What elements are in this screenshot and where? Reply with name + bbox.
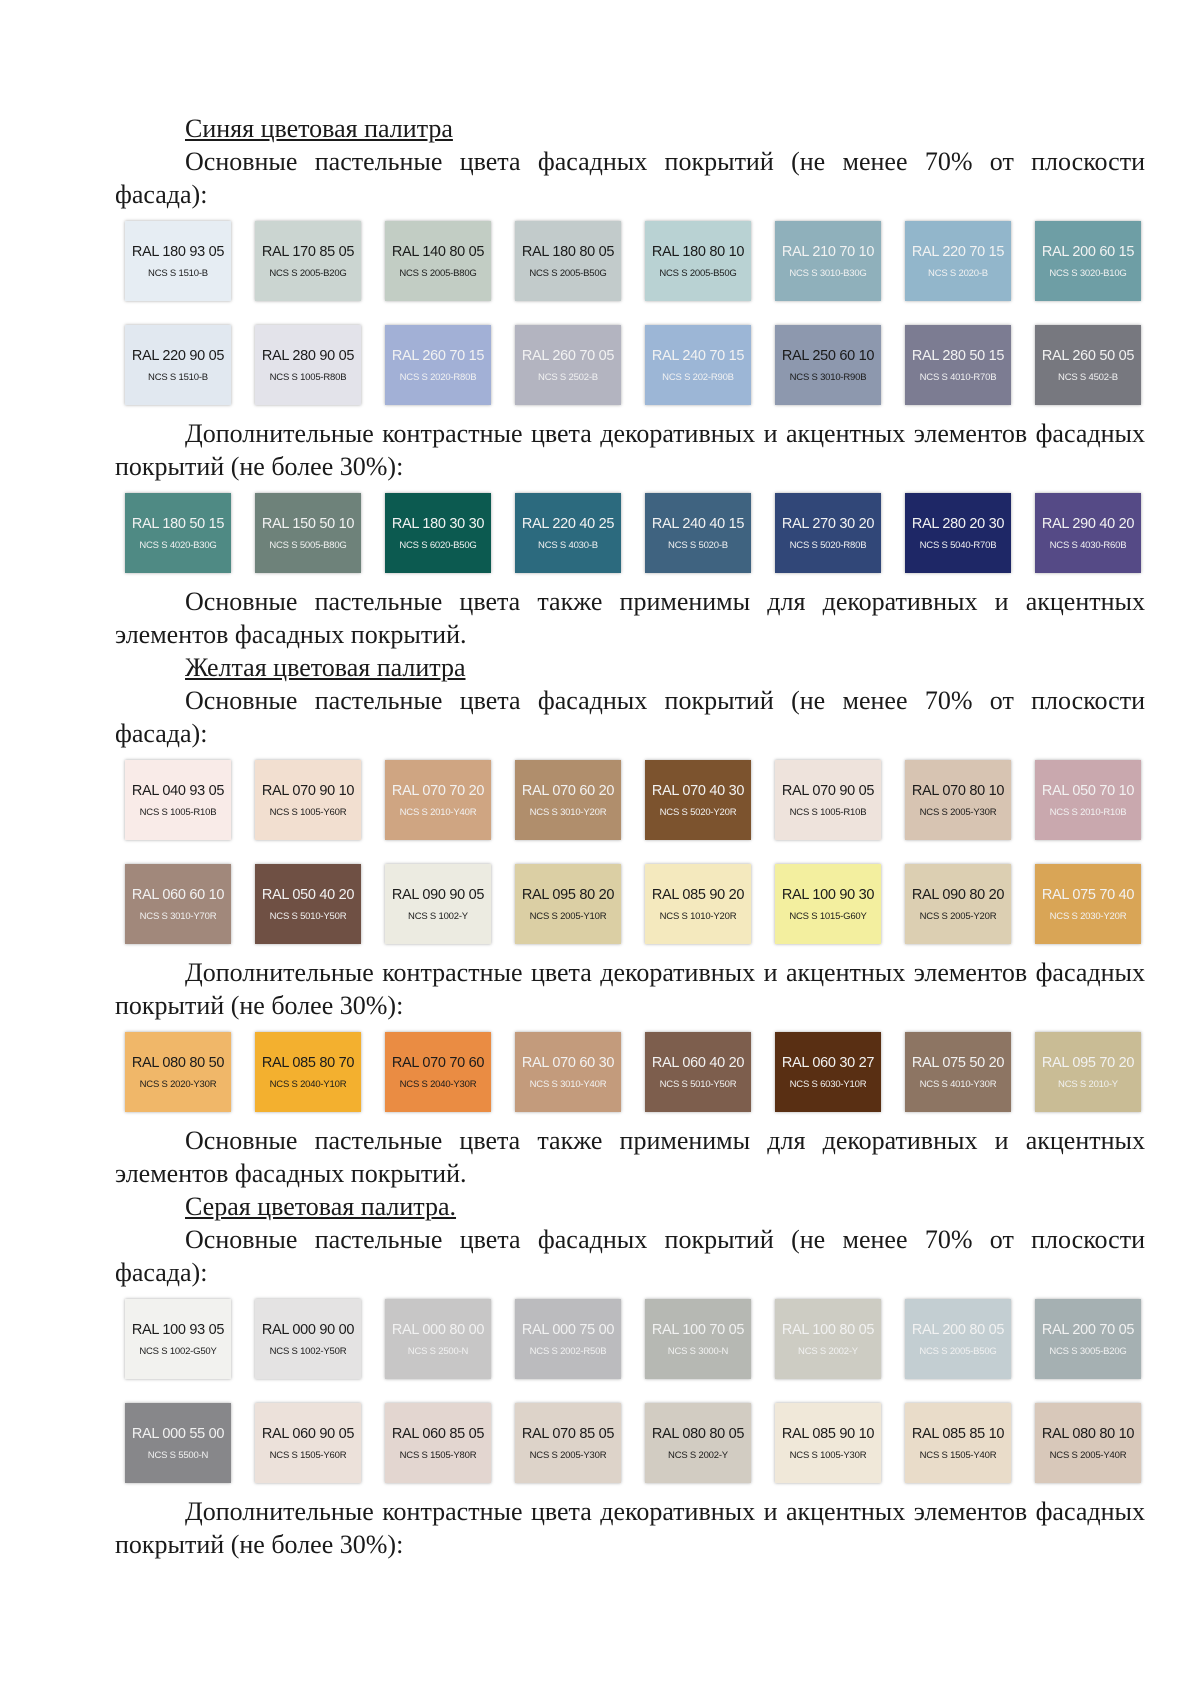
ral-code: RAL 180 50 15 [131,515,225,532]
ral-code: RAL 170 85 05 [261,243,355,260]
color-swatch [515,493,621,573]
ral-code: RAL 000 80 00 [391,1321,485,1338]
ncs-code: NCS S 4010-Y30R [919,1078,997,1090]
ral-code: RAL 280 90 05 [261,347,355,364]
ncs-code: NCS S 2040-Y10R [269,1078,347,1090]
ncs-code: NCS S 2005-Y30R [919,806,997,818]
color-swatch [385,760,491,840]
section-heading: Серая цветовая палитра. [185,1192,457,1221]
ncs-code: NCS S 2010-Y40R [399,806,477,818]
closing-text: Основные пастельные цвета также применимы для декоративных и акцентных элементов фасадных покрытий. [115,587,1145,649]
color-swatch [905,221,1011,301]
color-swatch [645,221,751,301]
ncs-code: NCS S 1505-Y80R [399,1449,477,1461]
ral-code: RAL 075 70 40 [1041,886,1135,903]
ncs-code: NCS S 2005-B50G [659,267,737,279]
ncs-code: NCS S 5020-R80B [789,539,867,551]
ncs-code: NCS S 1005-R10B [139,806,217,818]
ncs-code: NCS S 4010-R70B [919,371,997,383]
color-swatch [385,325,491,405]
color-swatch [515,1299,621,1379]
ncs-code: NCS S 4020-B30G [139,539,217,551]
color-swatch [645,1032,751,1112]
color-swatch [255,325,361,405]
ncs-code: NCS S 202-R90B [662,371,734,383]
color-swatch [255,864,361,944]
main-swatch-grid [125,760,1145,944]
ncs-code: NCS S 5005-B80G [269,539,347,551]
ncs-code: NCS S 3010-Y70R [139,910,217,922]
ral-code: RAL 060 90 05 [261,1425,355,1442]
color-swatch [905,864,1011,944]
color-swatch [125,1032,231,1112]
ral-code: RAL 070 40 30 [651,782,745,799]
ral-code: RAL 140 80 05 [391,243,485,260]
color-swatch [515,1403,621,1483]
color-swatch [645,325,751,405]
ral-code: RAL 070 70 20 [391,782,485,799]
ncs-code: NCS S 3020-B10G [1049,267,1127,279]
ral-code: RAL 095 80 20 [521,886,615,903]
ncs-code: NCS S 1010-Y20R [659,910,737,922]
color-swatch [515,325,621,405]
ral-code: RAL 260 70 15 [391,347,485,364]
color-swatch [905,1032,1011,1112]
ral-code: RAL 200 60 15 [1041,243,1135,260]
ncs-code: NCS S 2002-R50B [529,1345,607,1357]
ral-code: RAL 180 80 10 [651,243,745,260]
ral-code: RAL 270 30 20 [781,515,875,532]
ral-code: RAL 200 70 05 [1041,1321,1135,1338]
ncs-code: NCS S 2502-B [538,371,598,383]
main-colors-text: Основные пастельные цвета фасадных покрытий (не менее 70% от плоскости фасада): [115,1225,1145,1287]
ral-code: RAL 070 80 10 [911,782,1005,799]
color-swatch [645,864,751,944]
ncs-code: NCS S 1005-Y30R [789,1449,867,1461]
ncs-code: NCS S 2010-Y [1058,1078,1118,1090]
ral-code: RAL 000 90 00 [261,1321,355,1338]
ncs-code: NCS S 4030-B [538,539,598,551]
ral-code: RAL 100 90 30 [781,886,875,903]
ral-code: RAL 100 93 05 [131,1321,225,1338]
color-swatch [1035,1032,1141,1112]
ncs-code: NCS S 3005-B20G [1049,1345,1127,1357]
ral-code: RAL 180 80 05 [521,243,615,260]
ral-code: RAL 280 20 30 [911,515,1005,532]
color-swatch [515,864,621,944]
color-swatch [385,864,491,944]
color-swatch [255,493,361,573]
ral-code: RAL 085 90 20 [651,886,745,903]
color-swatch [1035,1299,1141,1379]
color-swatch [1035,221,1141,301]
accent-colors-text: Дополнительные контрастные цвета декоративных и акцентных элементов фасадных покрытий (не более 30%): [115,1497,1145,1559]
color-swatch [775,221,881,301]
ral-code: RAL 090 90 05 [391,886,485,903]
ral-code: RAL 210 70 10 [781,243,875,260]
color-swatch [515,760,621,840]
color-swatch [645,760,751,840]
color-swatch [775,864,881,944]
ral-code: RAL 075 50 20 [911,1054,1005,1071]
ral-code: RAL 060 60 10 [131,886,225,903]
ral-code: RAL 085 85 10 [911,1425,1005,1442]
ncs-code: NCS S 4502-B [1058,371,1118,383]
ncs-code: NCS S 1002-G50Y [139,1345,217,1357]
color-swatch [255,1032,361,1112]
ral-code: RAL 040 93 05 [131,782,225,799]
ral-code: RAL 085 80 70 [261,1054,355,1071]
ral-code: RAL 070 85 05 [521,1425,615,1442]
color-swatch [125,493,231,573]
color-swatch [1035,1403,1141,1483]
ral-code: RAL 180 93 05 [131,243,225,260]
main-colors-text: Основные пастельные цвета фасадных покрытий (не менее 70% от плоскости фасада): [115,147,1145,209]
color-swatch [1035,760,1141,840]
ncs-code: NCS S 1510-B [148,371,208,383]
color-swatch [905,325,1011,405]
ncs-code: NCS S 1005-R80B [269,371,347,383]
ncs-code: NCS S 5020-B [668,539,728,551]
closing-text: Основные пастельные цвета также применимы для декоративных и акцентных элементов фасадных покрытий. [115,1126,1145,1188]
ral-code: RAL 060 40 20 [651,1054,745,1071]
ncs-code: NCS S 4030-R60B [1049,539,1127,551]
color-swatch [125,1299,231,1379]
main-colors-text: Основные пастельные цвета фасадных покрытий (не менее 70% от плоскости фасада): [115,686,1145,748]
color-swatch [385,493,491,573]
ncs-code: NCS S 2005-Y40R [1049,1449,1127,1461]
ral-code: RAL 000 75 00 [521,1321,615,1338]
accent-swatch-grid [125,1032,1145,1112]
color-swatch [125,864,231,944]
ncs-code: NCS S 2005-B20G [269,267,347,279]
ral-code: RAL 085 90 10 [781,1425,875,1442]
ncs-code: NCS S 2005-Y30R [529,1449,607,1461]
ral-code: RAL 100 70 05 [651,1321,745,1338]
ral-code: RAL 060 85 05 [391,1425,485,1442]
color-swatch [385,1299,491,1379]
ncs-code: NCS S 2005-Y10R [529,910,607,922]
color-swatch [1035,325,1141,405]
ral-code: RAL 220 70 15 [911,243,1005,260]
ncs-code: NCS S 5040-R70B [919,539,997,551]
color-swatch [255,760,361,840]
ncs-code: NCS S 2002-Y [668,1449,728,1461]
color-swatch [255,221,361,301]
ncs-code: NCS S 2040-Y30R [399,1078,477,1090]
ral-code: RAL 240 40 15 [651,515,745,532]
ral-code: RAL 220 40 25 [521,515,615,532]
ncs-code: NCS S 6030-Y10R [789,1078,867,1090]
ncs-code: NCS S 1005-R10B [789,806,867,818]
ncs-code: NCS S 3010-B30G [789,267,867,279]
ncs-code: NCS S 2005-B80G [399,267,477,279]
ncs-code: NCS S 2010-R10B [1049,806,1127,818]
main-swatch-grid [125,1299,1145,1483]
ral-code: RAL 100 80 05 [781,1321,875,1338]
ral-code: RAL 280 50 15 [911,347,1005,364]
ncs-code: NCS S 2005-B50G [919,1345,997,1357]
color-swatch [775,1032,881,1112]
ncs-code: NCS S 5010-Y50R [269,910,347,922]
ncs-code: NCS S 3000-N [667,1345,729,1357]
ncs-code: NCS S 2020-B [928,267,988,279]
color-swatch [125,1403,231,1483]
ncs-code: NCS S 3010-Y20R [529,806,607,818]
ncs-code: NCS S 2020-Y30R [139,1078,217,1090]
ncs-code: NCS S 3010-Y40R [529,1078,607,1090]
ral-code: RAL 290 40 20 [1041,515,1135,532]
ncs-code: NCS S 2020-R80B [399,371,477,383]
ral-code: RAL 080 80 50 [131,1054,225,1071]
ncs-code: NCS S 1510-B [148,267,208,279]
color-swatch [905,760,1011,840]
ncs-code: NCS S 6020-B50G [399,539,477,551]
section-heading: Желтая цветовая палитра [185,653,466,682]
ncs-code: NCS S 2002-Y [798,1345,858,1357]
color-swatch [515,221,621,301]
ral-code: RAL 080 80 10 [1041,1425,1135,1442]
color-swatch [255,1403,361,1483]
color-swatch [125,221,231,301]
ncs-code: NCS S 1002-Y50R [269,1345,347,1357]
ral-code: RAL 150 50 10 [261,515,355,532]
ral-code: RAL 200 80 05 [911,1321,1005,1338]
ral-code: RAL 250 60 10 [781,347,875,364]
ral-code: RAL 260 70 05 [521,347,615,364]
ral-code: RAL 090 80 20 [911,886,1005,903]
ncs-code: NCS S 5500-N [147,1449,209,1461]
ncs-code: NCS S 1505-Y60R [269,1449,347,1461]
ncs-code: NCS S 1505-Y40R [919,1449,997,1461]
color-swatch [905,1403,1011,1483]
color-swatch [645,1299,751,1379]
color-swatch [515,1032,621,1112]
ral-code: RAL 095 70 20 [1041,1054,1135,1071]
ral-code: RAL 260 50 05 [1041,347,1135,364]
ral-code: RAL 080 80 05 [651,1425,745,1442]
ral-code: RAL 070 60 20 [521,782,615,799]
ral-code: RAL 220 90 05 [131,347,225,364]
color-swatch [775,1299,881,1379]
color-swatch [775,493,881,573]
document-page [115,112,1145,1561]
color-swatch [125,760,231,840]
ncs-code: NCS S 1005-Y60R [269,806,347,818]
ncs-code: NCS S 2500-N [407,1345,469,1357]
ncs-code: NCS S 5020-Y20R [659,806,737,818]
color-swatch [385,1403,491,1483]
accent-colors-text: Дополнительные контрастные цвета декоративных и акцентных элементов фасадных покрытий (не более 30%): [115,419,1145,481]
color-swatch [645,1403,751,1483]
accent-colors-text: Дополнительные контрастные цвета декоративных и акцентных элементов фасадных покрытий (не более 30%): [115,958,1145,1020]
ral-code: RAL 240 70 15 [651,347,745,364]
ral-code: RAL 000 55 00 [131,1425,225,1442]
color-swatch [905,493,1011,573]
ral-code: RAL 060 30 27 [781,1054,875,1071]
ncs-code: NCS S 3010-R90B [789,371,867,383]
ncs-code: NCS S 2005-Y20R [919,910,997,922]
ral-code: RAL 180 30 30 [391,515,485,532]
ral-code: RAL 050 40 20 [261,886,355,903]
color-swatch [255,1299,361,1379]
color-swatch [385,1032,491,1112]
main-swatch-grid [125,221,1145,405]
color-swatch [1035,864,1141,944]
ral-code: RAL 050 70 10 [1041,782,1135,799]
color-swatch [1035,493,1141,573]
color-swatch [905,1299,1011,1379]
section-heading: Синяя цветовая палитра [185,114,453,143]
ncs-code: NCS S 1015-G60Y [789,910,867,922]
ncs-code: NCS S 1002-Y [408,910,468,922]
ncs-code: NCS S 5010-Y50R [659,1078,737,1090]
color-swatch [645,493,751,573]
ncs-code: NCS S 2030-Y20R [1049,910,1127,922]
accent-swatch-grid [125,493,1145,573]
ral-code: RAL 070 60 30 [521,1054,615,1071]
color-swatch [775,760,881,840]
color-swatch [775,1403,881,1483]
color-swatch [125,325,231,405]
ral-code: RAL 070 90 10 [261,782,355,799]
ncs-code: NCS S 2005-B50G [529,267,607,279]
ral-code: RAL 070 90 05 [781,782,875,799]
color-swatch [775,325,881,405]
color-swatch [385,221,491,301]
ral-code: RAL 070 70 60 [391,1054,485,1071]
